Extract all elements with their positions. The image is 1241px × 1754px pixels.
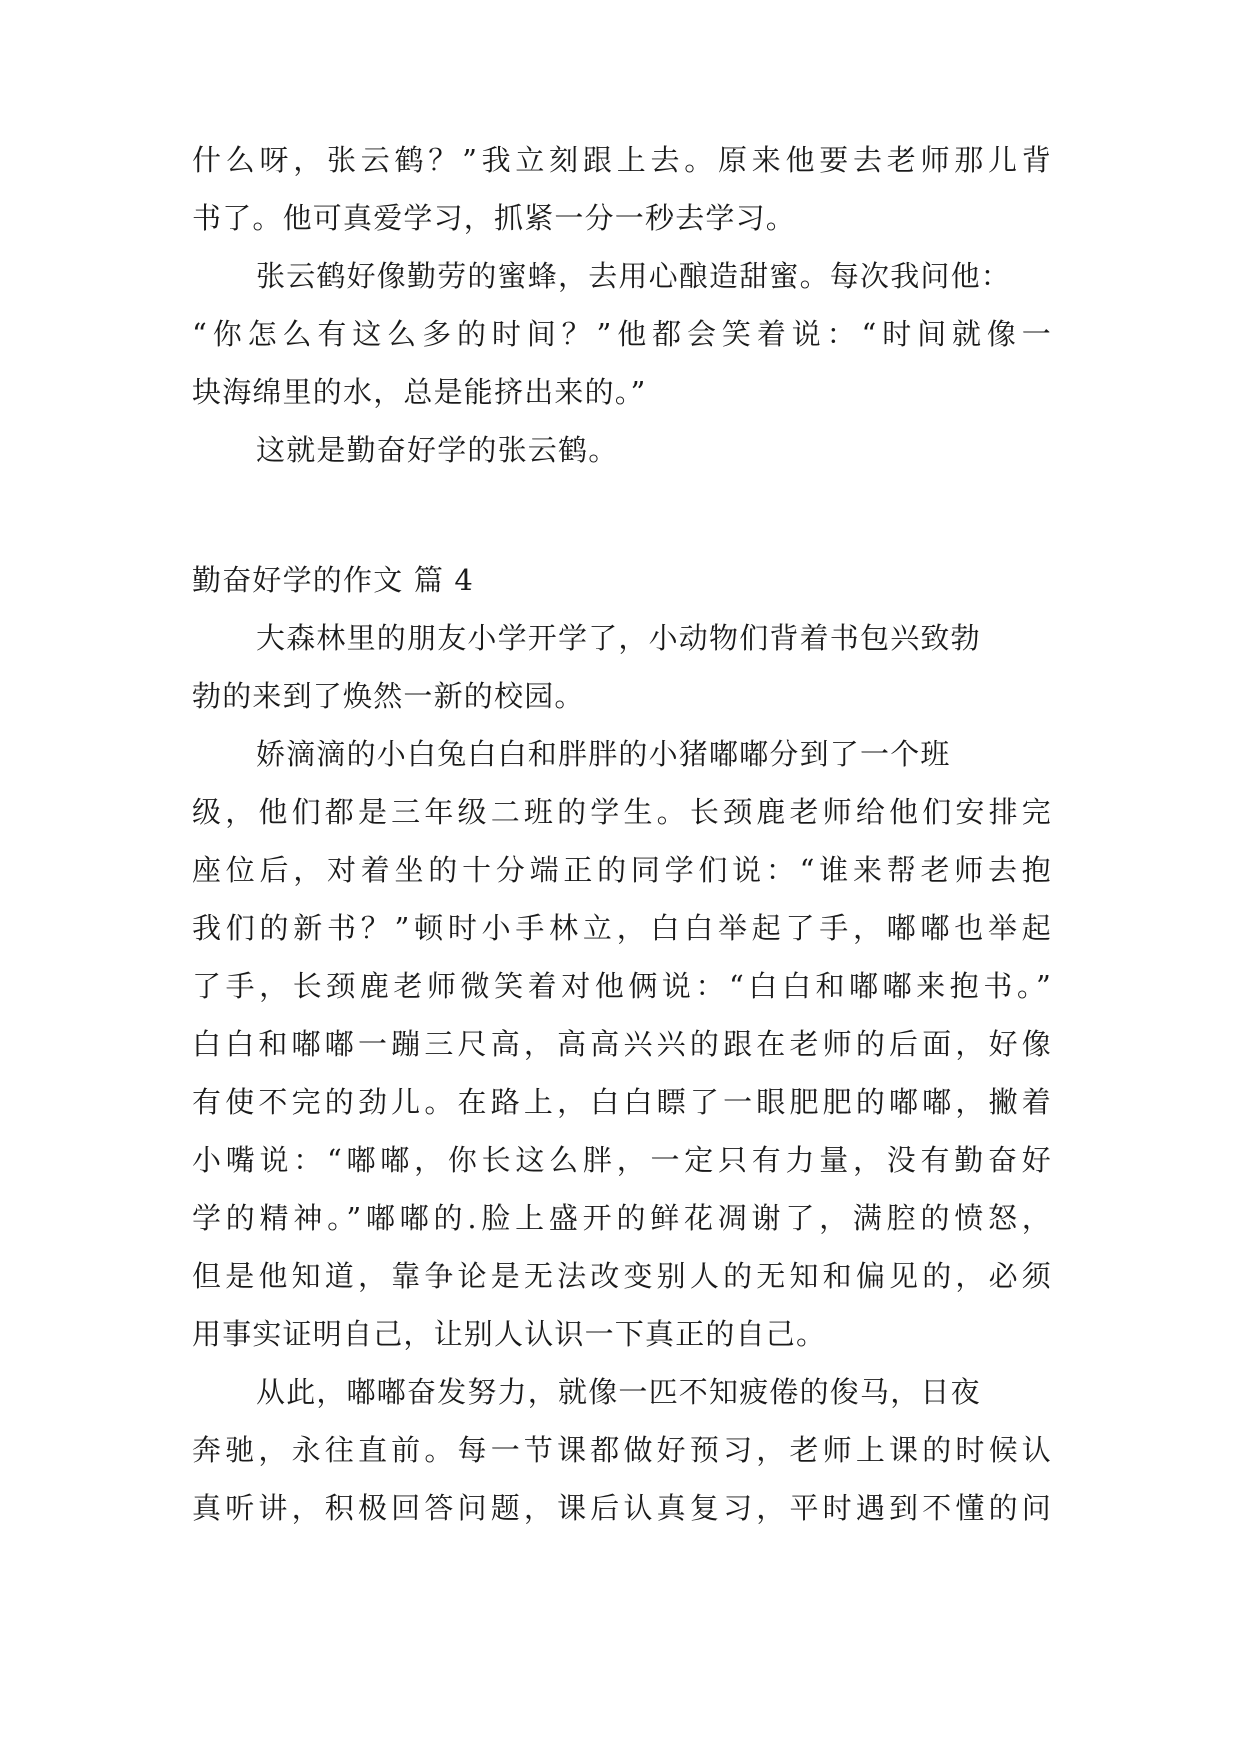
text-line: 学的精神。”嘟嘟的.脸上盛开的鲜花凋谢了，满腔的愤怒， [192,1201,1052,1235]
text-line: 白白和嘟嘟一蹦三尺高，高高兴兴的跟在老师的后面，好像 [192,1027,1052,1061]
paragraph [192,430,1052,470]
paragraph [192,734,1052,1354]
text-line: 张云鹤好像勤劳的蜜蜂，去用心酿造甜蜜。每次我问他： [256,259,1012,293]
text-line: 真听讲，积极回答问题，课后认真复习，平时遇到不懂的问 [192,1491,1052,1525]
text-line: 座位后，对着坐的十分端正的同学们说：“谁来帮老师去抱 [192,853,1052,887]
text-line: 但是他知道，靠争论是无法改变别人的无知和偏见的，必须 [192,1259,1052,1293]
text-line: 了手，长颈鹿老师微笑着对他俩说：“白白和嘟嘟来抱书。” [192,969,1052,1003]
paragraph [192,256,1052,412]
paragraph [192,618,1052,716]
section-heading: 勤奋好学的作文 篇 4 [192,563,475,597]
text-line: 勃的来到了焕然一新的校园。 [192,679,585,713]
text-line: 从此，嘟嘟奋发努力，就像一匹不知疲倦的俊马，日夜 [256,1375,981,1409]
text-line: 什么呀，张云鹤？”我立刻跟上去。原来他要去老师那儿背 [192,143,1052,177]
text-line: 有使不完的劲儿。在路上，白白瞟了一眼肥肥的嘟嘟，撇着 [192,1085,1052,1119]
document-page [192,140,1052,1546]
text-line: 这就是勤奋好学的张云鹤。 [256,433,619,467]
text-line: 用事实证明自己，让别人认识一下真正的自己。 [192,1317,827,1351]
text-line: 级，他们都是三年级二班的学生。长颈鹿老师给他们安排完 [192,795,1052,829]
text-line: 奔驰，永往直前。每一节课都做好预习，老师上课的时候认 [192,1433,1052,1467]
text-line: “你怎么有这么多的时间？”他都会笑着说：“时间就像一 [192,317,1052,351]
text-line: 娇滴滴的小白兔白白和胖胖的小猪嘟嘟分到了一个班 [256,737,951,771]
text-line: 我们的新书？”顿时小手林立，白白举起了手，嘟嘟也举起 [192,911,1052,945]
text-line: 书了。他可真爱学习，抓紧一分一秒去学习。 [192,201,797,235]
paragraph [192,140,1052,238]
text-line: 大森林里的朋友小学开学了，小动物们背着书包兴致勃 [256,621,981,655]
section-spacer [192,488,1052,560]
text-line: 小嘴说：“嘟嘟，你长这么胖，一定只有力量，没有勤奋好 [192,1143,1052,1177]
text-line: 块海绵里的水，总是能挤出来的。” [192,375,647,409]
paragraph [192,1372,1052,1528]
